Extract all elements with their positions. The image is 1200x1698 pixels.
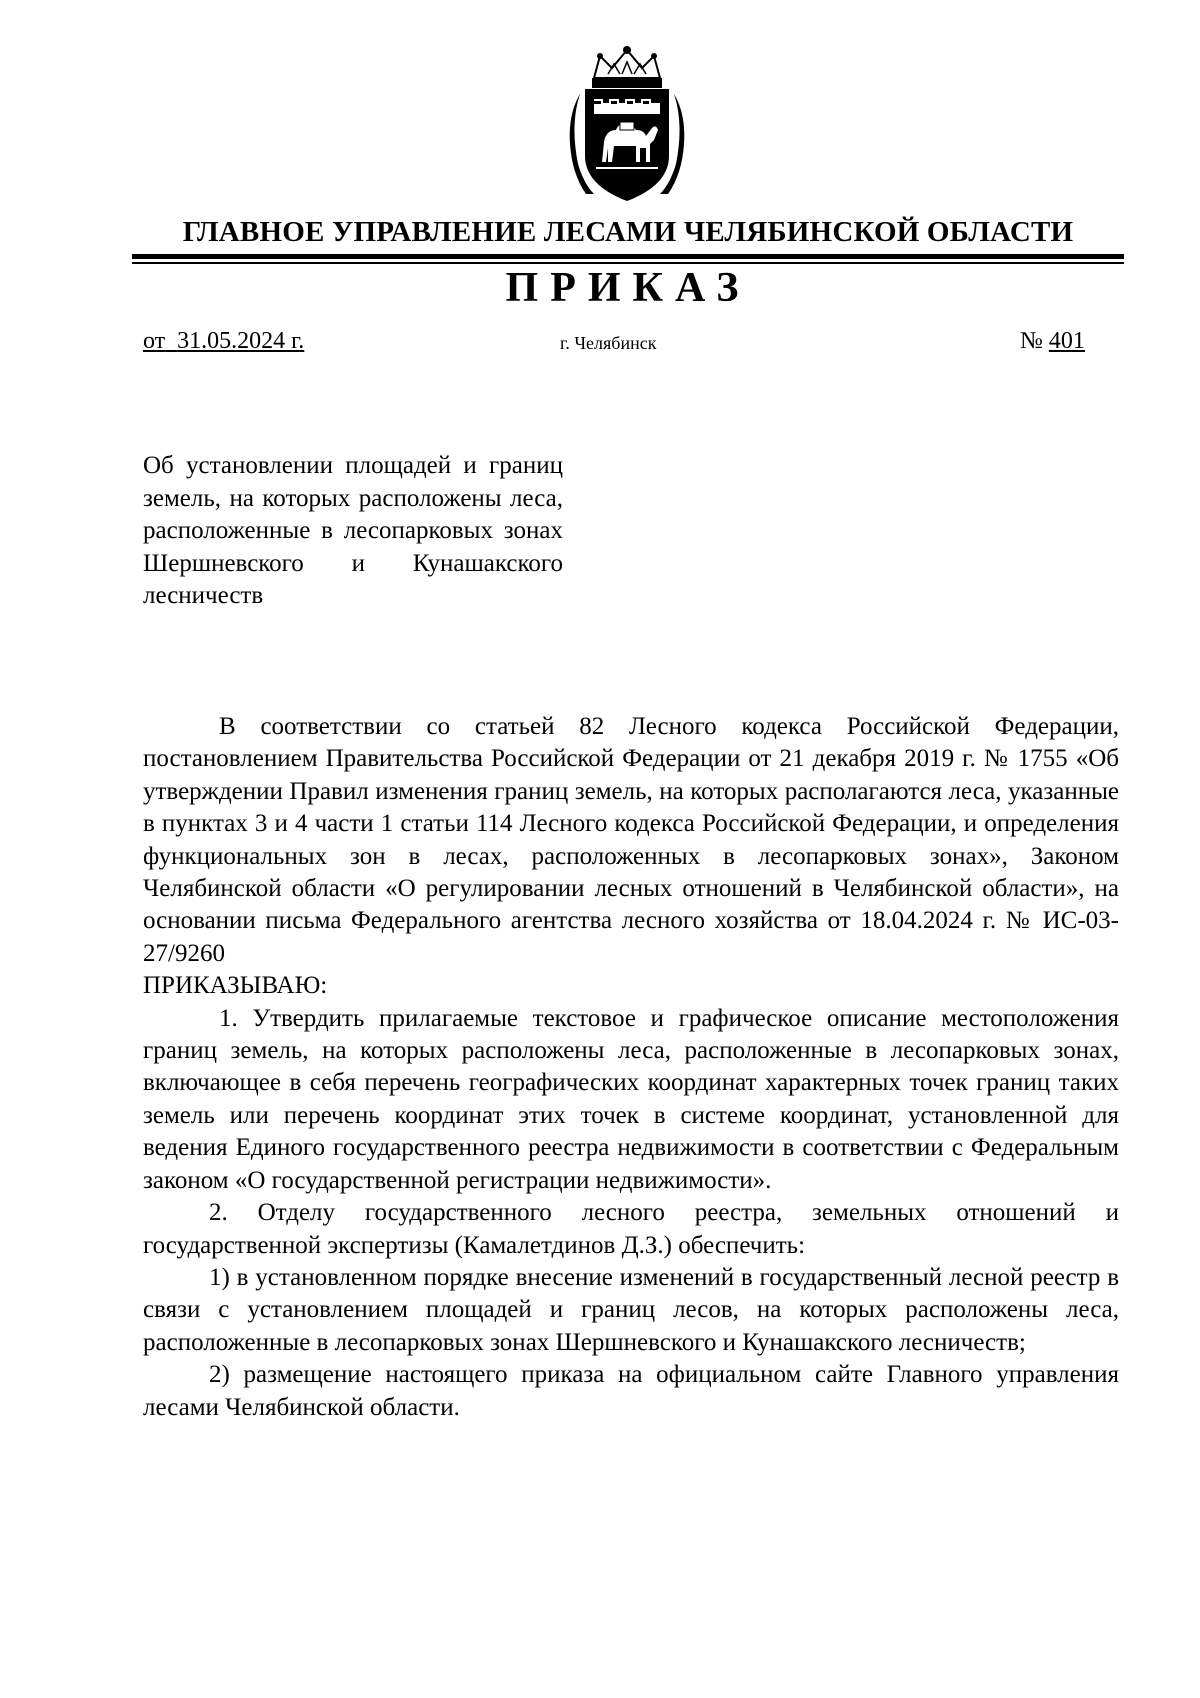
order-number (1020, 328, 1085, 355)
number-value: 401 (1048, 328, 1085, 354)
document-type-title: ПРИКАЗ (505, 265, 751, 311)
order-word: ПРИКАЗЫВАЮ: (143, 972, 328, 1000)
order-city: г. Челябинск (560, 333, 657, 353)
order-subject: Об установлении площадей и границ земель, на которых расположены леса, расположенные в лесопарковых зонах Шершневского и Кунашакского лесничеств (143, 452, 563, 609)
coat-of-arms-icon (564, 44, 690, 204)
preamble-paragraph: В соответствии со статьей 82 Лесного кодекса Российской Федерации, постановлением Правительства Российской Федерации от 21 декабря 2019 г. № 1755 «Об утверждении Правил изменения границ земель, на которых располагаются леса, указанные в пунктах 3 и 4 части 1 статьи 114 Лесного кодекса Российской Федерации, и определения функциональных зон в лесах, расположенных в лесопарковых зонах», Законом Челябинской области «О регулировании лесных отношений в Челябинской области», на основании письма Федерального агентства лесного хозяйства от 18.04.2024 г. № ИС-03-27/9260 (143, 713, 1119, 967)
item-2-paragraph: 2. Отделу государственного лесного реестра, земельных отношений и государственной экспертизы (Камалетдинов Д.З.) обеспечить: (143, 1199, 1119, 1259)
organization-title: ГЛАВНОЕ УПРАВЛЕНИЕ ЛЕСАМИ ЧЕЛЯБИНСКОЙ ОБЛАСТИ (182, 216, 1074, 248)
item-2-1-paragraph: 1) в установленном порядке внесение изменений в государственный лесной реестр в связи с установлением площадей и границ лесов, на которых расположены леса, расположенные в лесопарковых зонах Шершневского и Кунашакского лесничеств; (143, 1263, 1119, 1356)
item-1-paragraph: 1. Утвердить прилагаемые текстовое и графическое описание местоположения границ земель, на которых расположены леса, расположенные в лесопарковых зонах, включающее в себя перечень географических координат характерных точек границ таких земель или перечень координат этих точек в системе координат, установленной для ведения Единого государственного реестра недвижимости в соответствии с Федеральным законом «О государственной регистрации недвижимости». (143, 1004, 1119, 1194)
date-prefix: от (143, 328, 166, 354)
order-body (143, 711, 1119, 1424)
header-divider-thick (132, 254, 1124, 259)
item-2-2-paragraph: 2) размещение настоящего приказа на официальном сайте Главного управления лесами Челябинской области. (143, 1361, 1119, 1421)
date-value: 31.05.2024 г. (177, 328, 305, 354)
number-prefix: № (1020, 328, 1043, 354)
order-date (143, 328, 304, 355)
